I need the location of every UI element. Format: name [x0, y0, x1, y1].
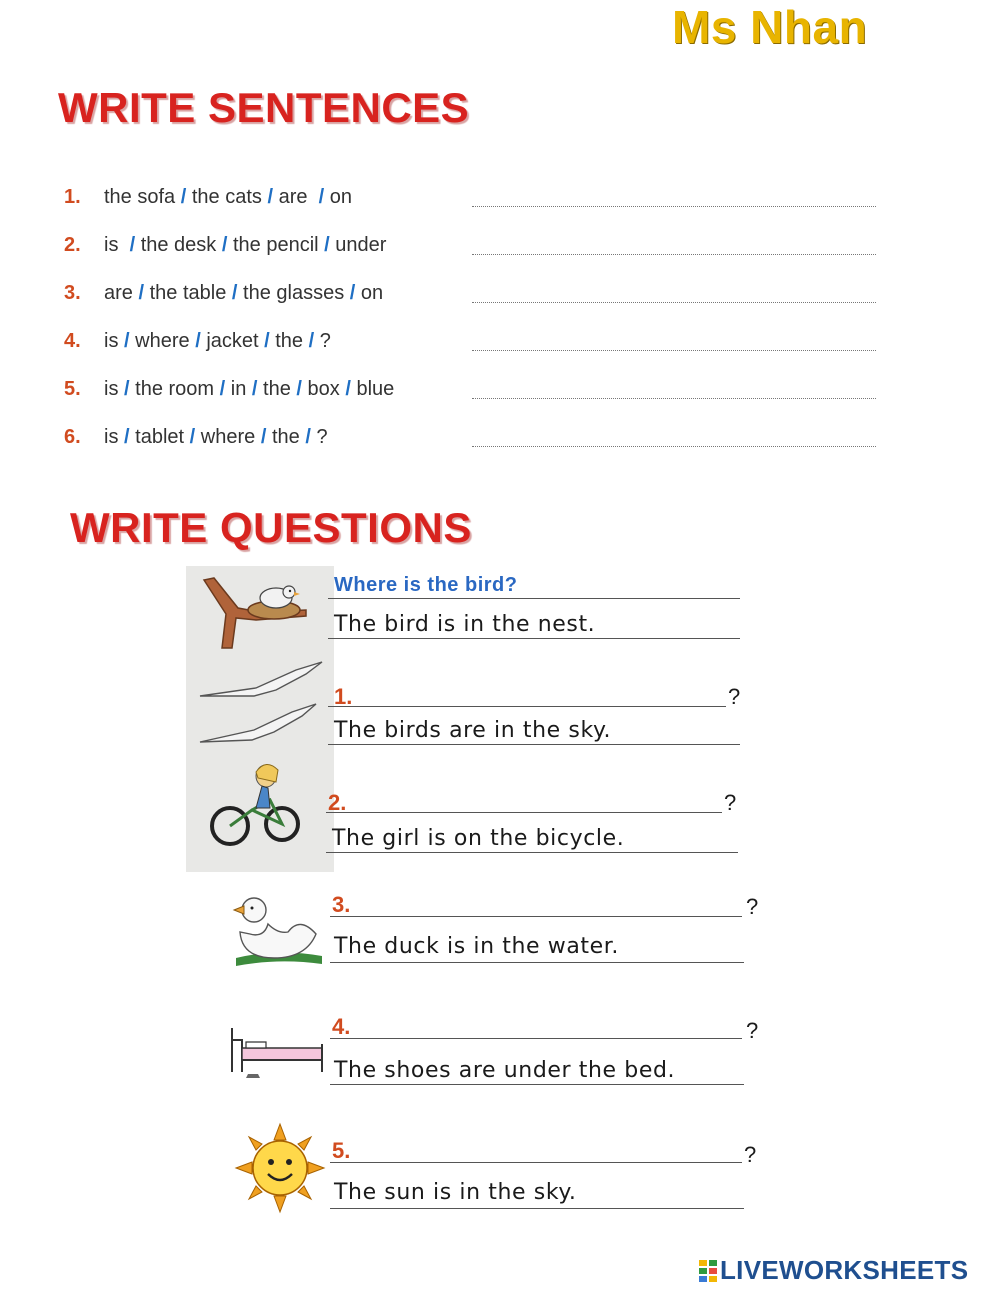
word: blue — [356, 378, 395, 400]
sentence-row — [64, 374, 884, 408]
answer-line[interactable] — [472, 254, 876, 255]
sentence-row — [64, 422, 884, 456]
sentence-row — [64, 230, 884, 264]
question-mark: ? — [724, 790, 737, 815]
sentence-row — [64, 182, 884, 216]
question-number: 1. — [334, 684, 353, 709]
sentence-words: is / where / jacket / the / ? — [104, 330, 331, 352]
word: under — [335, 234, 387, 256]
example-question: Where is the bird? — [334, 574, 518, 596]
word: on — [360, 282, 384, 304]
question-mark: ? — [728, 684, 741, 709]
sentence-number: 4. — [64, 330, 81, 352]
word: the — [263, 378, 291, 400]
answer-line[interactable] — [472, 302, 876, 303]
sentence-number: 5. — [64, 378, 81, 400]
question-number: 5. — [332, 1138, 351, 1163]
write-sentences-heading: WRITE SENTENCES — [58, 84, 470, 131]
brand-name: LIVEWORKSHEETS — [720, 1255, 969, 1285]
example-answer-line — [328, 638, 740, 639]
word: box — [307, 378, 340, 400]
answer-underline — [330, 1208, 744, 1209]
word: the glasses — [243, 282, 345, 304]
word: the pencil — [232, 234, 319, 256]
word: the table — [149, 282, 227, 304]
answer-underline — [330, 1084, 744, 1085]
word: ? — [316, 426, 328, 448]
question-mark: ? — [746, 1018, 759, 1043]
word: in — [230, 378, 247, 400]
duck-icon — [230, 888, 326, 968]
sentence-row — [64, 326, 884, 360]
answer-sentence: The girl is on the bicycle. — [332, 826, 625, 851]
answer-line[interactable] — [472, 350, 876, 351]
question-answer-line[interactable] — [326, 812, 722, 813]
question-answer-line[interactable] — [328, 706, 726, 707]
girl-bicycle-icon — [210, 754, 302, 848]
sentence-number: 1. — [64, 186, 81, 208]
sentence-row — [64, 278, 884, 312]
answer-line[interactable] — [472, 446, 876, 447]
birds-flying-icon — [196, 660, 324, 746]
word: jacket — [206, 330, 259, 352]
question-mark: ? — [744, 1142, 757, 1167]
answer-line[interactable] — [472, 398, 876, 399]
write-questions-heading: WRITE QUESTIONS — [70, 504, 472, 551]
word: are — [278, 186, 314, 208]
example-answer: The bird is in the nest. — [334, 612, 596, 637]
word: the desk — [140, 234, 217, 256]
sentence-words: is / the room / in / the / box / blue — [104, 378, 395, 400]
word: is — [104, 426, 119, 448]
word: the — [275, 330, 304, 352]
word: the — [271, 426, 300, 448]
bird-nest-icon — [196, 574, 320, 654]
word: the cats — [191, 186, 262, 208]
answer-sentence: The birds are in the sky. — [334, 718, 612, 743]
word: where — [135, 330, 190, 352]
answer-sentence: The shoes are under the bed. — [334, 1058, 676, 1083]
answer-underline — [328, 744, 740, 745]
word: on — [329, 186, 352, 208]
question-answer-line[interactable] — [330, 916, 742, 917]
question-answer-line[interactable] — [330, 1038, 742, 1039]
word: tablet — [135, 426, 185, 448]
answer-sentence: The sun is in the sky. — [334, 1180, 577, 1205]
sentence-number: 6. — [64, 426, 81, 448]
sentence-number: 3. — [64, 282, 81, 304]
answer-underline — [330, 962, 744, 963]
answer-sentence: The duck is in the water. — [334, 934, 620, 959]
question-mark: ? — [746, 894, 759, 919]
sentence-number: 2. — [64, 234, 81, 256]
word: the sofa — [104, 186, 176, 208]
answer-underline — [326, 852, 738, 853]
question-number: 3. — [332, 892, 351, 917]
word: is — [104, 378, 119, 400]
sentence-words: is / tablet / where / the / ? — [104, 426, 328, 448]
question-answer-line[interactable] — [330, 1162, 742, 1163]
word: is — [104, 234, 124, 256]
word: where — [200, 426, 256, 448]
answer-line[interactable] — [472, 206, 876, 207]
sentence-words: the sofa / the cats / are / on — [104, 186, 352, 208]
sentence-words: is / the desk / the pencil / under — [104, 234, 387, 256]
author-name: Ms Nhan — [672, 1, 868, 53]
word: is — [104, 330, 119, 352]
liveworksheets-logo-icon — [698, 1259, 718, 1283]
question-number: 2. — [328, 790, 347, 815]
bed-icon — [226, 1020, 330, 1082]
sentence-words: are / the table / the glasses / on — [104, 282, 384, 304]
question-number: 4. — [332, 1014, 351, 1039]
word: the room — [135, 378, 215, 400]
word: ? — [319, 330, 331, 352]
example-question-line — [328, 598, 740, 599]
sun-icon — [234, 1122, 326, 1214]
liveworksheets-brand[interactable] — [698, 1255, 968, 1286]
word: are — [104, 282, 133, 304]
